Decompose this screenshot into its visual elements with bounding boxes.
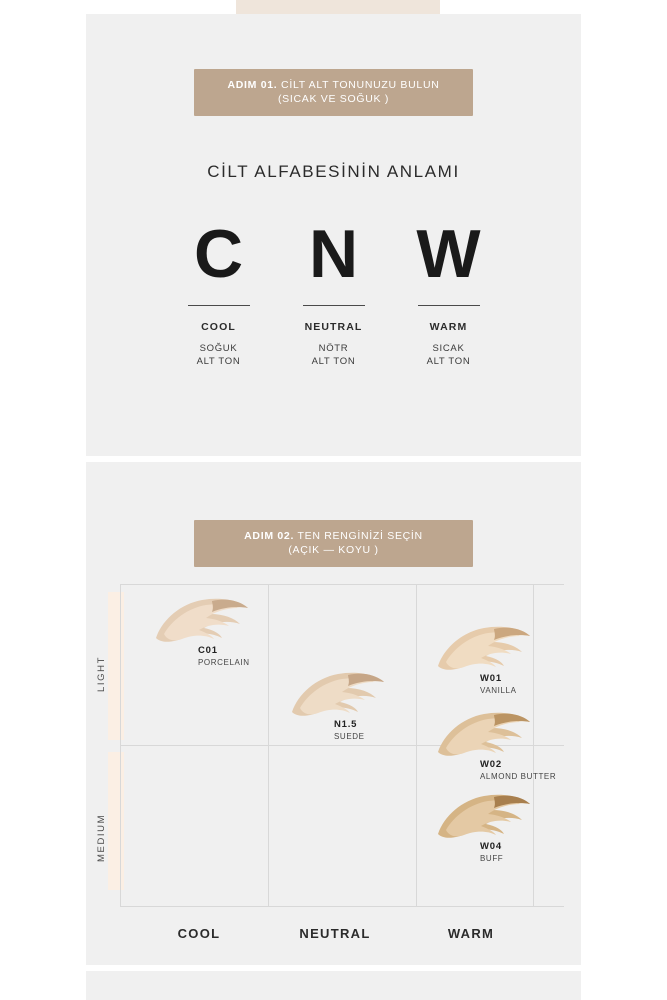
letter-block-cool [166, 218, 271, 368]
shade-label-c01 [198, 644, 318, 667]
shade-code-w04: W04 [480, 841, 502, 852]
letter-rule-c [188, 305, 250, 306]
shade-grid-column-headers [86, 926, 581, 946]
shade-name-w04: BUFF [480, 854, 504, 863]
shade-code-n15: N1.5 [334, 719, 358, 730]
shade-name-w01: VANILLA [480, 686, 517, 695]
letter-glyph-c: C [193, 216, 244, 292]
letter-glyph-w: W [416, 216, 481, 292]
step-02-banner [194, 520, 473, 567]
step-01-label-rest: CİLT ALT TONUNUZU BULUN [277, 79, 440, 91]
shade-label-w04 [480, 840, 600, 863]
letter-caption-warm: WARM [429, 321, 468, 333]
column-header-cool: COOL [177, 926, 221, 941]
grid-line-h-top [120, 584, 564, 585]
row-label-light: LIGHT [96, 656, 107, 692]
column-header-neutral: NEUTRAL [299, 926, 371, 941]
shade-swatch-w01[interactable] [434, 620, 530, 695]
letter-glyph-n: N [308, 216, 359, 292]
letter-subtext-warm-line2: ALT TON [426, 356, 471, 367]
step-01-banner-line2: (SICAK VE SOĞUK ) [277, 93, 390, 105]
top-strip-beige-segment [236, 0, 440, 14]
letter-subtext-warm-line1: SICAK [432, 343, 465, 354]
row-band-medium [108, 752, 124, 890]
step-02-label-rest: TEN RENGİNİZİ SEÇİN [294, 530, 423, 542]
shade-grid [86, 580, 581, 920]
row-band-light [108, 592, 124, 740]
shade-code-w02: W02 [480, 759, 502, 770]
letter-subtext-neutral-line2: ALT TON [311, 356, 356, 367]
step-01-label-bold: ADIM 01. [227, 79, 278, 91]
letter-caption-neutral: NEUTRAL [304, 321, 363, 333]
grid-line-v-2 [416, 584, 417, 906]
shade-swatch-n15[interactable] [288, 666, 384, 741]
column-header-warm: WARM [447, 926, 495, 941]
grid-line-v-left [120, 584, 121, 906]
letter-rule-w [418, 305, 480, 306]
step-01-banner [194, 69, 473, 116]
letter-subtext-cool [166, 342, 271, 368]
step-02-banner-line1 [194, 529, 473, 543]
letter-block-neutral [281, 218, 386, 368]
letter-subtext-neutral [281, 342, 386, 368]
shade-swatch-c01[interactable] [152, 592, 250, 667]
letter-subtext-neutral-line1: NÖTR [318, 343, 349, 354]
letter-caption-cool: COOL [201, 321, 236, 333]
row-label-medium: MEDIUM [96, 813, 107, 862]
shade-swatch-w04[interactable] [434, 788, 530, 863]
letter-subtext-cool-line2: ALT TON [196, 356, 241, 367]
top-strip [0, 0, 667, 14]
shade-label-w02 [480, 758, 600, 781]
shade-code-w01: W01 [480, 673, 502, 684]
letter-subtext-cool-line1: SOĞUK [199, 343, 238, 354]
shade-swatch-w02[interactable] [434, 706, 557, 781]
grid-line-v-1 [268, 584, 269, 906]
skin-alphabet-letters [166, 218, 501, 368]
grid-line-h-bottom [120, 906, 564, 907]
bottom-panel [86, 971, 581, 1000]
section-one-title: CİLT ALFABESİNİN ANLAMI [207, 162, 460, 181]
shade-code-c01: C01 [198, 645, 218, 656]
letter-rule-n [303, 305, 365, 306]
shade-name-c01: PORCELAIN [198, 658, 250, 667]
shade-label-w01 [480, 672, 600, 695]
shade-name-n15: SUEDE [334, 732, 365, 741]
letter-block-warm [396, 218, 501, 368]
step-02-banner-line2: (AÇIK — KOYU ) [288, 544, 379, 556]
step-02-label-bold: ADIM 02. [244, 530, 295, 542]
shade-name-w02: ALMOND BUTTER [480, 772, 557, 781]
step-01-banner-line1 [194, 78, 473, 92]
letter-subtext-warm [396, 342, 501, 368]
